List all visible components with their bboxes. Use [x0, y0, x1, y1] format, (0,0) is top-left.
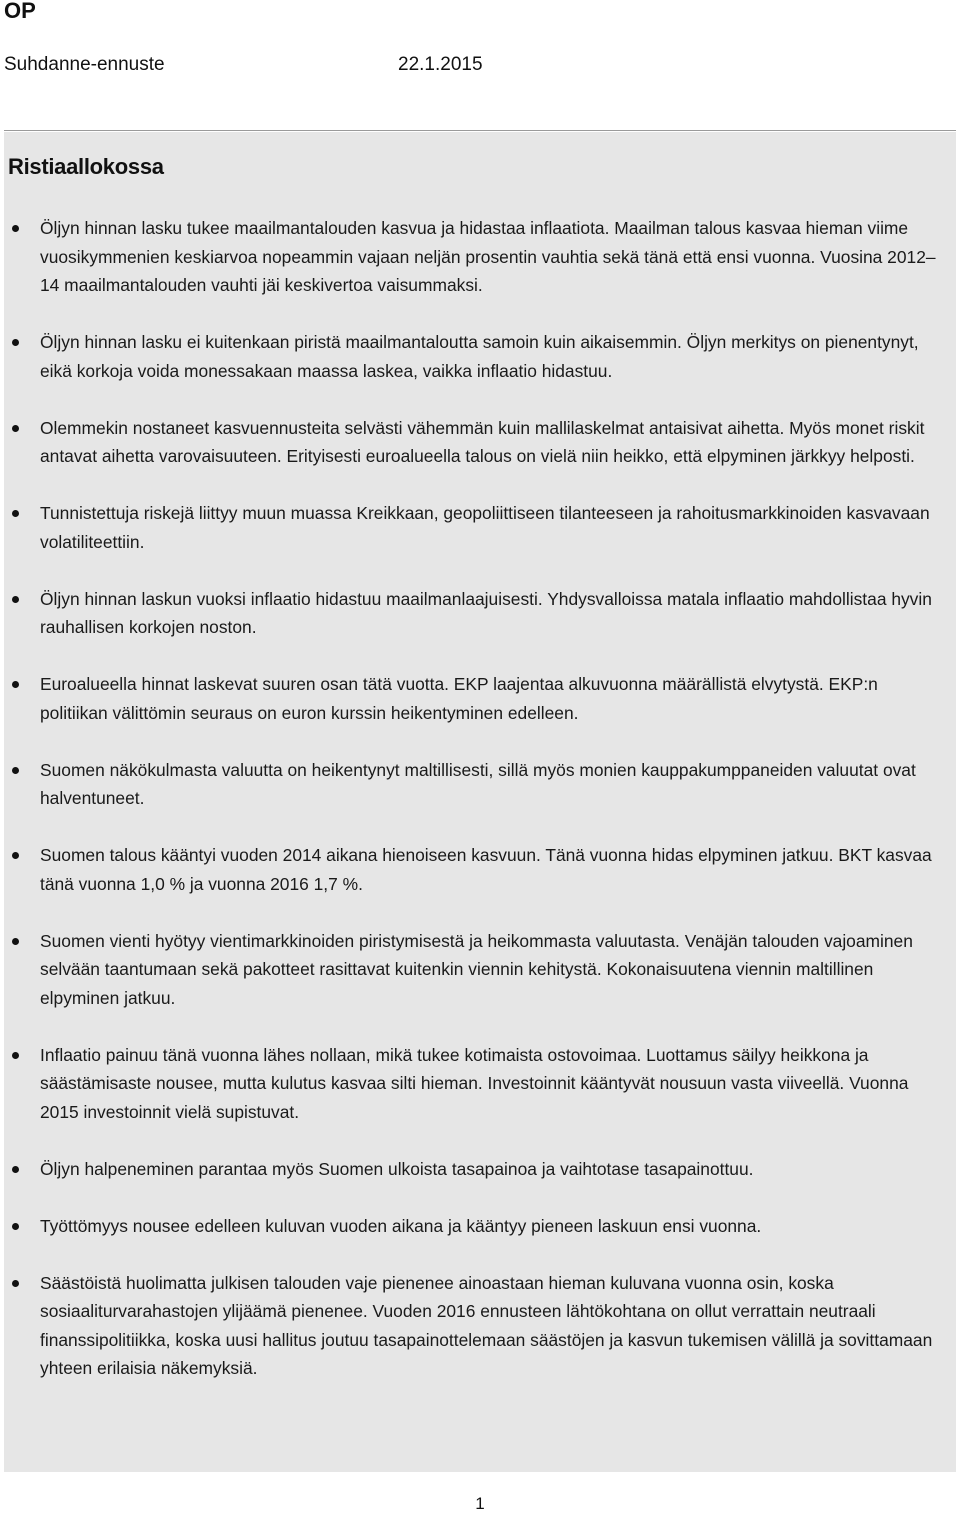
bullet-dot-icon [12, 681, 19, 688]
bullet-item [0, 927, 960, 1013]
bullet-text: Öljyn halpeneminen parantaa myös Suomen ulkoista tasapainoa ja vaihtotase tasapainottuu. [40, 1158, 754, 1179]
bullet-dot-icon [12, 596, 19, 603]
bullet-item [0, 841, 960, 898]
bullet-item [0, 756, 960, 813]
bullet-dot-icon [12, 1223, 19, 1230]
bullet-item [0, 499, 960, 556]
bullet-item [0, 1155, 960, 1184]
bullet-text: Suomen näkökulmasta valuutta on heikentynyt maltillisesti, sillä myös monien kauppakumppaneiden valuutat ovat halventuneet. [40, 759, 916, 808]
document-date: 22.1.2015 [398, 54, 483, 75]
bullet-text: Öljyn hinnan lasku tukee maailmantalouden kasvua ja hidastaa inflaatiota. Maailman talous kasvaa hieman viime vuosikymmenien keskiarvoa nopeammin vajaan neljän prosentin vauhtia sekä tänä että ensi vuonna. Vuosina 2012–14 maailmantalouden vauhti jäi keskivertoa vaisummaksi. [40, 218, 936, 295]
section-heading: Ristiaallokossa [8, 154, 164, 179]
bullet-text: Öljyn hinnan lasku ei kuitenkaan piristä maailmantaloutta samoin kuin aikaisemmin. Öljyn merkitys on pienentynyt, eikä korkoja voida monessakaan maassa laskea, vaikka inflaatio hidastuu. [40, 332, 919, 381]
bullet-text: Suomen vienti hyötyy vientimarkkinoiden piristymisestä ja heikommasta valuutasta. Venäjän talouden vajoaminen selvään taantumaan sekä pakotteet rasittavat kuitenkin viennin kehitystä. Kokonaisuutena viennin maltillinen elpyminen jatkuu. [40, 930, 913, 1008]
bullet-text: Suomen talous kääntyi vuoden 2014 aikana hienoiseen kasvuun. Tänä vuonna hidas elpyminen jatkuu. BKT kasvaa tänä vuonna 1,0 % ja vuonna 2016 1,7 %. [40, 845, 932, 894]
bullet-item [0, 1041, 960, 1127]
bullet-dot-icon [12, 339, 19, 346]
bullet-dot-icon [12, 1280, 19, 1287]
bullet-dot-icon [12, 510, 19, 517]
bullet-dot-icon [12, 938, 19, 945]
bullet-dot-icon [12, 852, 19, 859]
logo: OP [4, 0, 36, 23]
bullet-item [0, 414, 960, 471]
bullet-dot-icon [12, 225, 19, 232]
bullet-dot-icon [12, 425, 19, 432]
bullet-text: Tunnistettuja riskejä liittyy muun muassa Kreikkaan, geopoliittiseen tilanteeseen ja rahoitusmarkkinoiden kasvavaan volatiliteettiin. [40, 503, 930, 552]
bullet-text: Olemmekin nostaneet kasvuennusteita selvästi vähemmän kuin mallilaskelmat antaisivat aihetta. Myös monet riskit antavat aihetta varovaisuuteen. Erityisesti euroalueella talous on vielä niin heikko, että elpyminen järkkyy helposti. [40, 417, 925, 466]
document-title: Suhdanne-ennuste [4, 54, 165, 75]
bullet-text: Euroalueella hinnat laskevat suuren osan tätä vuotta. EKP laajentaa alkuvuonna määrällistä elvytystä. EKP:n politiikan välittömin seuraus on euron kurssin heikentyminen edelleen. [40, 674, 878, 723]
bullet-list [0, 214, 960, 1411]
bullet-item [0, 1269, 960, 1383]
bullet-item [0, 585, 960, 642]
bullet-text: Työttömyys nousee edelleen kuluvan vuoden aikana ja kääntyy pieneen laskuun ensi vuonna. [40, 1215, 762, 1236]
page-number: 1 [475, 1494, 485, 1513]
bullet-item [0, 670, 960, 727]
bullet-item [0, 214, 960, 300]
bullet-dot-icon [12, 1052, 19, 1059]
header-divider [4, 130, 956, 131]
bullet-text: Öljyn hinnan laskun vuoksi inflaatio hidastuu maailmanlaajuisesti. Yhdysvalloissa matala inflaatio mahdollistaa hyvin rauhallisen korkojen noston. [40, 588, 932, 637]
bullet-dot-icon [12, 1166, 19, 1173]
bullet-item [0, 1212, 960, 1241]
bullet-text: Inflaatio painuu tänä vuonna lähes nollaan, mikä tukee kotimaista ostovoimaa. Luottamus säilyy heikkona ja säästämisaste nousee, mutta kulutus kasvaa silti hieman. Investoinnit kääntyvät nousuun vasta viiveellä. Vuonna 2015 investoinnit vielä supistuvat. [40, 1044, 909, 1122]
bullet-item [0, 328, 960, 385]
bullet-dot-icon [12, 767, 19, 774]
bullet-text: Säästöistä huolimatta julkisen talouden vaje pienenee ainoastaan hieman kuluvana vuonna osin, koska sosiaaliturvarahastojen ylijäämä pienenee. Vuoden 2016 ennusteen lähtökohtana on ollut verrattain neutraali finanssipolitiikka, koska uusi hallitus joutuu tasapainottelemaan säästöjen ja kasvun tukemisen välillä ja sovittamaan yhteen erilaisia näkemyksiä. [40, 1272, 933, 1378]
